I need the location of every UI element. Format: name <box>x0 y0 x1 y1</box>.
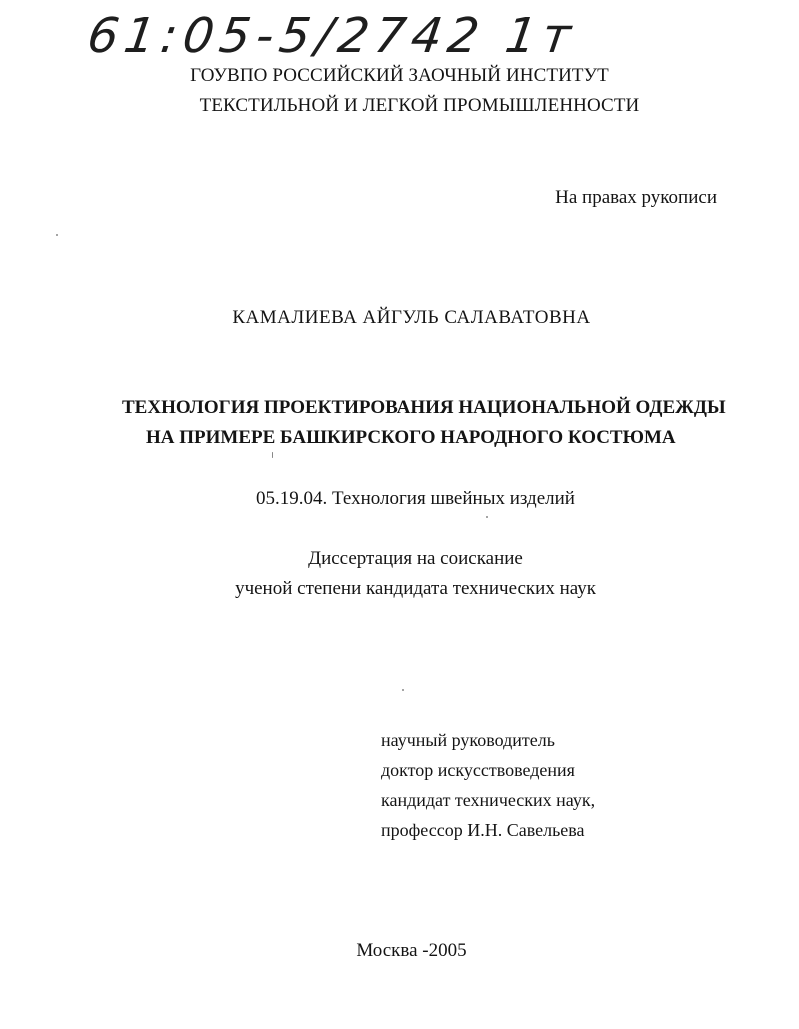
dissertation-title-line-2: НА ПРИМЕРЕ БАШКИРСКОГО НАРОДНОГО КОСТЮМА <box>146 427 676 448</box>
supervisor-degree-1: доктор искусствоведения <box>381 760 575 780</box>
handwritten-archive-number: 61:05-5/2742 1т <box>84 8 581 64</box>
institution-line-1: ГОУВПО РОССИЙСКИЙ ЗАОЧНЫЙ ИНСТИТУТ <box>190 65 609 86</box>
scan-speck <box>272 452 273 458</box>
scan-speck <box>56 234 58 236</box>
scan-speck <box>402 689 404 691</box>
dissertation-title-line-1: ТЕХНОЛОГИЯ ПРОЕКТИРОВАНИЯ НАЦИОНАЛЬНОЙ ОДЕЖДЫ <box>122 397 726 418</box>
institution-line-2: ТЕКСТИЛЬНОЙ И ЛЕГКОЙ ПРОМЫШЛЕННОСТИ <box>199 95 640 116</box>
place-and-year: Москва -2005 <box>356 940 467 961</box>
author-name: КАМАЛИЕВА АЙГУЛЬ САЛАВАТОВНА <box>232 307 591 328</box>
manuscript-rights-note: На правах рукописи <box>555 187 717 208</box>
scan-speck <box>486 516 488 518</box>
supervisor-degree-2: кандидат технических наук, <box>381 790 596 810</box>
supervisor-role: научный руководитель <box>381 730 555 750</box>
specialty-code: 05.19.04. Технология швейных изделий <box>256 488 575 509</box>
degree-line-1: Диссертация на соискание <box>308 548 523 569</box>
supervisor-name: профессор И.Н. Савельева <box>381 820 585 840</box>
degree-line-2: ученой степени кандидата технических наук <box>235 578 596 599</box>
